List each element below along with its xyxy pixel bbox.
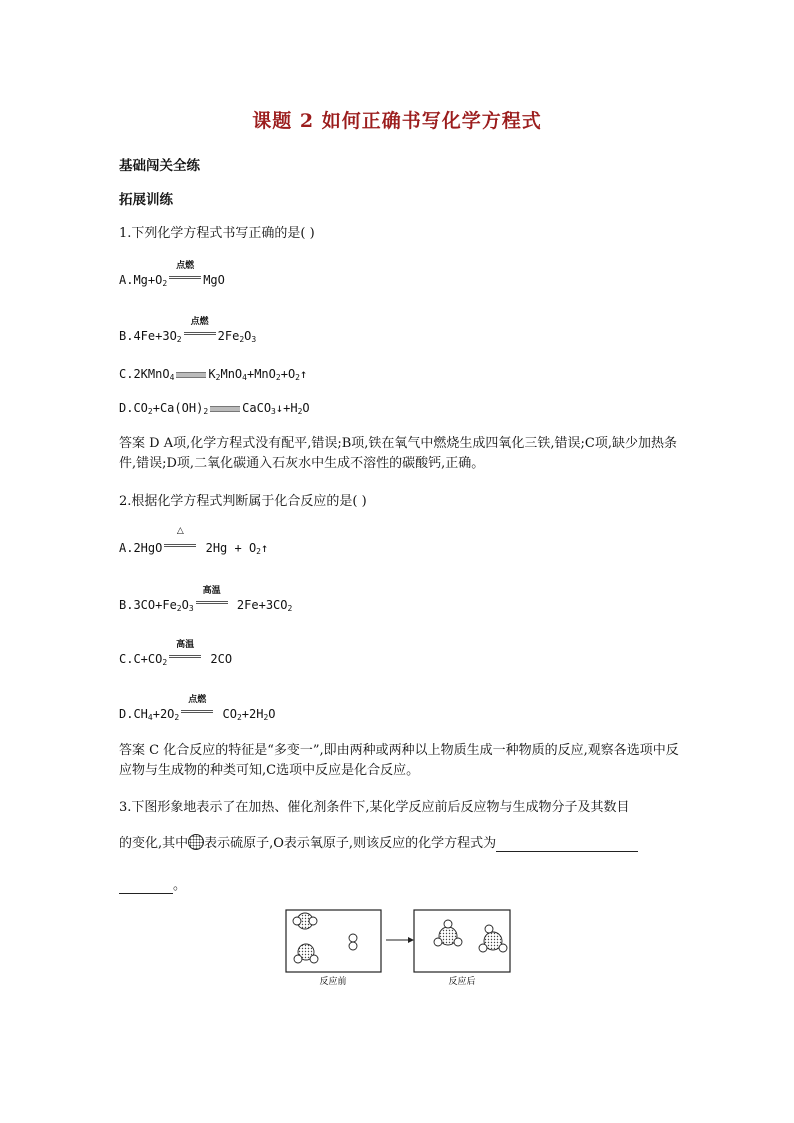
reaction-condition: 点燃: [184, 326, 216, 340]
section-heading-extended: 拓展训练: [119, 192, 173, 208]
reaction-diagram: [280, 905, 520, 990]
section-heading-basic: 基础闯关全练: [119, 158, 200, 174]
question-3-line-2: 的变化,其中 表示硫原子,O表示氧原子,则该反应的化学方程式为: [119, 832, 638, 852]
sulfur-atom-icon: [188, 834, 204, 850]
q1-answer: 答案 D A项,化学方程式没有配平,错误;B项,铁在氧气中燃烧生成四氧化三铁,错误;C项,缺少加热条件,错误;D项,二氧化碳通入石灰水中生成不溶性的碳酸钙,正确。: [119, 436, 677, 471]
q2-option-b: $B.3CO+Fe_2O_3$ 高温 $2Fe+3CO_2$: [119, 586, 293, 613]
q2-option-c: $C.C+CO_2$ 高温 2CO: [119, 640, 233, 667]
q2-option-d: $D.CH_4+2O_2$ 点燃 $CO_2+2H_2O$: [119, 695, 276, 722]
q1-option-d: $D.CO_2+Ca(OH)_2$ $CaCO_3↓+H_2O$: [119, 401, 310, 416]
reaction-condition: 点燃: [169, 270, 201, 284]
q2-answer: 答案 C 化合反应的特征是“多变一”,即由两种或两种以上物质生成一种物质的反应,观察各选项中反应物与生成物的种类可知,C选项中反应是化合反应。: [119, 743, 679, 778]
page-title: 课题 2 如何正确书写化学方程式: [252, 110, 542, 132]
q2-option-a: A.2HgO △ $2Hg + O_2↑$: [119, 526, 269, 556]
reaction-condition: 高温: [196, 595, 228, 609]
answer-blank[interactable]: [496, 836, 638, 852]
label-after: 反应后: [448, 977, 476, 987]
equals-sign: [210, 406, 240, 412]
question-3-line-1: 3.下图形象地表示了在加热、催化剂条件下,某化学反应前后反应物与生成物分子及其数目: [119, 800, 630, 815]
question-2-stem: 2.根据化学方程式判断属于化合反应的是( ): [119, 494, 367, 509]
answer-blank-continued[interactable]: [119, 878, 173, 894]
q1-option-a: $A.Mg+O_2$ 点燃 MgO: [119, 261, 225, 288]
reaction-condition: 高温: [169, 649, 201, 663]
reaction-condition: △: [164, 538, 196, 552]
q1-option-b: $B.4Fe+3O_2$ 点燃 $2Fe_2O_3$: [119, 317, 257, 344]
label-before: 反应前: [319, 977, 347, 987]
question-3-line-3: 。: [119, 874, 186, 894]
equals-sign: [176, 372, 206, 378]
q1-option-c: C.2KMnO$_4$ $K_2MnO_4+MnO_2+O_2↑$: [119, 367, 308, 382]
reaction-condition: 点燃: [181, 704, 213, 718]
question-1-stem: 1.下列化学方程式书写正确的是( ): [119, 226, 315, 241]
